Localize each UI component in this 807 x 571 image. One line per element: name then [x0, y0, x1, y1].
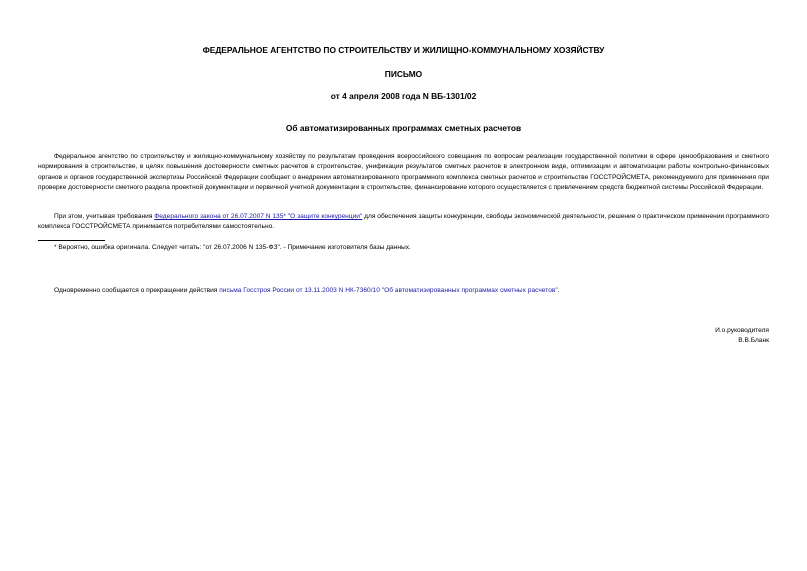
signature-position: И.о.руководителя	[715, 327, 769, 334]
gosstroy-letter-link[interactable]: письма Госстроя России от 13.11.2003 N НК-7360/10 "Об автоматизированных программах сметных расчетов"	[219, 287, 558, 294]
termination-note-text: Одновременно сообщается о прекращении действия	[54, 287, 220, 294]
agency-heading: ФЕДЕРАЛЬНОЕ АГЕНТСТВО ПО СТРОИТЕЛЬСТВУ И ЖИЛИЩНО-КОММУНАЛЬНОМУ ХОЗЯЙСТВУ	[202, 45, 605, 55]
paragraph-competition	[38, 212, 769, 233]
footnote-divider	[38, 240, 105, 241]
paragraph-main: Федеральное агентство по строительству и жилищно-коммунальному хозяйству по результатам проведения всероссийского совещания по вопросам реализации государственной политики в сфере ценообразования и сметного нормирования в строительстве, в целях повышения достоверности сметных расчетов в строительстве, унификации результатов сметных расчетов в электронном виде, оптимизации и автоматизации работы контрольно-финансовых органов и органов государственной экспертизы Российской Федерации сообщает о внедрении автоматизированного программного комплекса сметных расчетов и строительстве ГОССТРОЙСМЕТА, рекомендуемого для применения при проверке достоверности сметного раздела проектной документации и первичной учетной документации в строительстве, финансирование которого осуществляется с привлечением средств бюджетной системы Российской Федерации.	[38, 153, 769, 192]
paragraph-competition-text-end: для обеспечения защиты конкуренции, свободы экономической деятельности, решение о практическом применении программного комплекса ГОССТРОЙСМЕТА принимается потребителями самостоятельно.	[38, 213, 769, 231]
paragraph-competition-text-start: При этом, учитывая требования	[54, 213, 155, 220]
document-date-number: от 4 апреля 2008 года N ВБ-1301/02	[330, 91, 477, 101]
federal-law-link[interactable]: Федерального закона от 26.07.2007 N 135* "О защите конкуренции"	[154, 213, 363, 220]
document-type: ПИСЬМО	[384, 69, 423, 79]
signature-name: В.В.Бланк	[738, 337, 769, 344]
document-subject: Об автоматизированных программах сметных расчетов	[285, 123, 522, 133]
termination-note	[54, 286, 560, 296]
footnote: * Вероятно, ошибка оригинала. Следует читать: "от 26.07.2006 N 135-ФЗ". - Примечание изготовителя базы данных.	[54, 244, 411, 251]
termination-note-end: .	[557, 287, 560, 294]
